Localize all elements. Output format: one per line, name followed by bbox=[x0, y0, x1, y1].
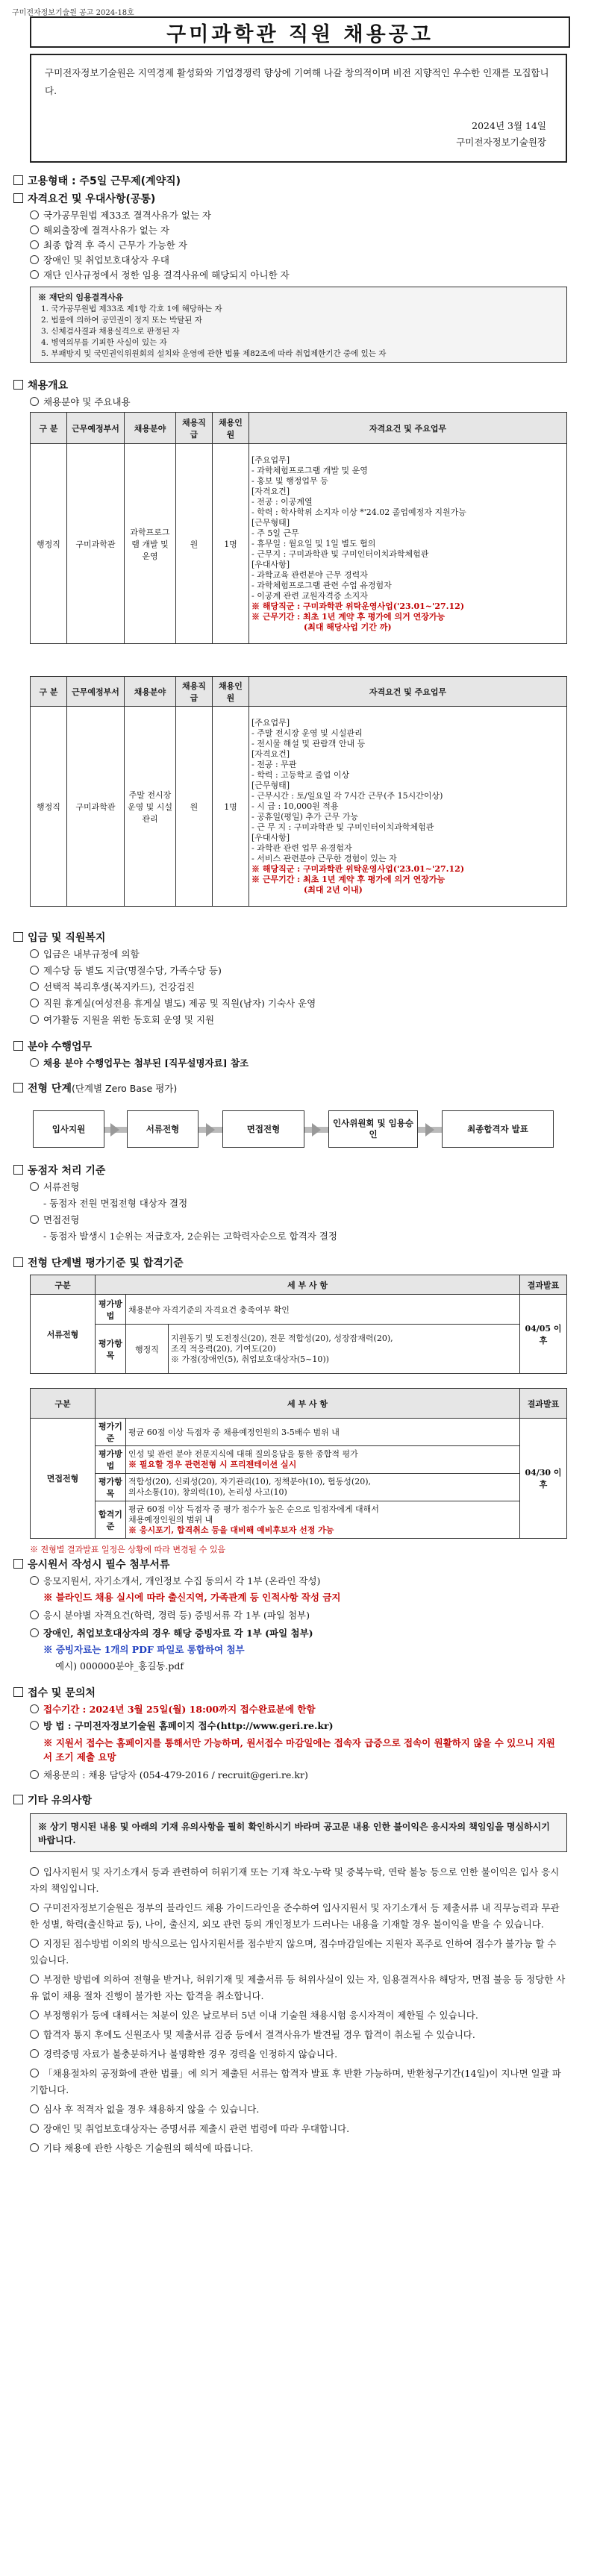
list-item: 여가활동 지원을 위한 동호회 운영 및 지원 bbox=[30, 1013, 214, 1027]
list-item: 장애인, 취업보호대상자의 경우 해당 증빙자료 각 1부 (파일 첨부) bbox=[30, 1627, 313, 1640]
circle-bullet-icon bbox=[30, 210, 39, 219]
list-item: 국가공무원법 제33조 결격사유가 없는 자 bbox=[30, 209, 211, 222]
box-list: 1. 국가공무원법 제33조 제1항 각호 1에 해당하는 자 2. 법률에 의하여 공민권이 정지 또는 박탈된 자 3. 신체검사결과 채용실격으로 판정된 자 4. 병역의무를 기피한 사실이 있는 자 5. 부패방지 및 국민권익위원회의 설치와 운영에 관한 법률 제82조에 따라 취업제한기간 중에 있는 자 bbox=[41, 304, 387, 358]
list-item: 응시 분야별 자격요건(학력, 경력 등) 증빙서류 각 1부 (파일 첨부) bbox=[30, 1609, 310, 1622]
section-title: 기타 유의사항 bbox=[28, 1795, 93, 1807]
application-warning: ※ 지원서 접수는 홈페이지를 통해서만 가능하며, 원서접수 마감일에는 접속자 급증으로 접속이 원활하지 않을 수 있으니 지원서 조기 제출 요망 bbox=[43, 1737, 555, 1763]
list-item: 직원 휴게실(여성전용 휴게실 별도) 제공 및 직원(남자) 기숙사 운영 bbox=[30, 997, 316, 1010]
list-item: 제수당 등 별도 지급(명절수당, 가족수당 등) bbox=[30, 964, 222, 978]
page-title: 구미과학관 직원 채용공고 bbox=[30, 16, 570, 48]
circle-bullet-icon bbox=[30, 1867, 39, 1876]
section-title: 고용형태 : 주5일 근무제(계약직) bbox=[28, 175, 181, 187]
section-title: 자격요건 및 우대사항(공통) bbox=[28, 193, 156, 205]
list-item: 구미전자정보기술원은 정부의 블라인드 채용 가이드라인을 준수하여 입사지원서 및 자기소개서 등 제출서류 내 직무능력과 무관한 성별, 학력(출신학교 등), 나이, 출신지, 외모 관련 등의 개인정보가 드러나는 내용을 기재할 경우 불이익을 받을 수 있습니다. bbox=[30, 1902, 560, 1930]
list-item: 「채용절차의 공정화에 관한 법률」에 의거 제출된 서류는 합격자 발표 후 반환 가능하며, 반환청구기간(14일)이 지나면 일괄 파기합니다. bbox=[30, 2068, 561, 2095]
step-interview: 면접전형 bbox=[222, 1110, 304, 1148]
section-employment-type bbox=[13, 173, 181, 188]
warning-box: ※ 상기 명시된 내용 및 아래의 기재 유의사항을 필히 확인하시기 바라며 공고문 내용 인한 불이익은 응시자의 책임임을 명심하시기 바랍니다. bbox=[30, 1813, 567, 1852]
section-welfare bbox=[13, 930, 105, 945]
circle-bullet-icon bbox=[30, 255, 39, 264]
circle-bullet-icon bbox=[30, 1182, 39, 1191]
circle-bullet-icon bbox=[30, 2124, 39, 2133]
checkbox-icon bbox=[13, 1083, 23, 1092]
notice-number: 구미전자정보기술원 공고 2024-18호 bbox=[12, 9, 134, 17]
intro-text: 구미전자정보기술원은 지역경제 활성화와 기업경쟁력 향상에 기여해 나갈 창의적이며 비전 지향적인 우수한 인재를 모집합니다. bbox=[45, 67, 549, 96]
box-title: ※ 재단의 임용결격사유 bbox=[38, 293, 124, 302]
circle-bullet-icon bbox=[30, 1721, 39, 1730]
section-qualifications bbox=[13, 191, 155, 206]
section-duties bbox=[13, 1039, 92, 1054]
step-apply: 입사지원 bbox=[33, 1110, 104, 1148]
application-period: 접수기간 : 2024년 3월 25일(월) 18:00까지 접수완료분에 한함 bbox=[30, 1703, 316, 1716]
step-committee: 인사위원회 및 임용승인 bbox=[328, 1110, 418, 1148]
circle-bullet-icon bbox=[30, 1058, 39, 1067]
job-table-1: 구 분 근무예정부서 채용분야 채용직급 채용인원 자격요건 및 주요업무 행정직 구미과학관 과학프로그램 개발 및 운영 원 1명 [주요업무] - 과학체험프로그램 개발 및 운영 - 홍보 및 행정업무 등 [자격요건] - 전공 : 이공계열 - 학력 : 학사학위 소지자 이상 *'24.02 졸업예정자 지원가능 [근무형태] - 주 5일 근무 - 휴무일 : 월요일 및 1일 별도 협의 - 근무지 : 구미과학관 및 구미인터이치과학체험관 [우대사항] - 과학교육 관련분야 근무 경력자 - 과학체험프로그램 관련 수업 유경험자 - 이공계 관련 교원자격증 소지자 ※ 해당직군 : 구미과학관 위탁운영사업('23.01~'27.12) ※ 근무기간 : 최초 1년 계약 후 평가에 의거 연장가능 (최대 해당사업 기간 까) bbox=[30, 412, 567, 644]
circle-bullet-icon bbox=[30, 2069, 39, 2078]
circle-bullet-icon bbox=[30, 2104, 39, 2113]
circle-bullet-icon bbox=[30, 240, 39, 249]
list-item: 심사 후 적격자 없을 경우 채용하지 않을 수 있습니다. bbox=[30, 2101, 567, 2118]
section-title: 분야 수행업무 bbox=[28, 1041, 93, 1053]
section-process: 전형 단계(단계별 Zero Base 평가) bbox=[13, 1081, 177, 1095]
section-title: 입금 및 직원복지 bbox=[28, 932, 106, 944]
list-item: - 동점자 발생시 1순위는 저급호자, 2순위는 고학력자순으로 합격자 결정 bbox=[43, 1231, 337, 1242]
criteria-footnote: ※ 전형별 결과발표 일정은 상황에 따라 변경될 수 있음 bbox=[30, 1545, 226, 1554]
circle-bullet-icon bbox=[30, 949, 39, 958]
circle-bullet-icon bbox=[30, 2049, 39, 2058]
checkbox-icon bbox=[13, 193, 23, 203]
arrow-right-icon bbox=[206, 1123, 215, 1137]
circle-bullet-icon bbox=[30, 966, 39, 975]
arrow-right-icon bbox=[425, 1123, 434, 1137]
application-method: 방 법 : 구미전자정보기술원 홈페이지 접수(http://www.geri.re.kr) bbox=[30, 1719, 334, 1733]
step-final: 최종합격자 발표 bbox=[442, 1110, 554, 1148]
circle-bullet-icon bbox=[30, 1628, 39, 1637]
circle-bullet-icon bbox=[30, 1704, 39, 1713]
circle-bullet-icon bbox=[30, 1975, 39, 1983]
list-note: ※ 블라인드 채용 실시에 따라 출신지역, 가족관계 등 인적사항 작성 금지 bbox=[43, 1592, 341, 1603]
section-tiebreak bbox=[13, 1163, 105, 1178]
circle-bullet-icon bbox=[30, 2010, 39, 2019]
table-row: 행정직 구미과학관 과학프로그램 개발 및 운영 원 1명 [주요업무] - 과학체험프로그램 개발 및 운영 - 홍보 및 행정업무 등 [자격요건] - 전공 : 이공계열 - 학력 : 학사학위 소지자 이상 *'24.02 졸업예정자 지원가능 [근무형태] - 주 5일 근무 - 휴무일 : 월요일 및 1일 별도 협의 - 근무지 : 구미과학관 및 구미인터이치과학체험관 [우대사항] - 과학교육 관련분야 근무 경력자 - 과학체험프로그램 관련 수업 유경험자 - 이공계 관련 교원자격증 소지자 ※ 해당직군 : 구미과학관 위탁운영사업('23.01~'27.12) ※ 근무기간 : 최초 1년 계약 후 평가에 의거 연장가능 (최대 해당사업 기간 까) bbox=[31, 444, 567, 644]
duties-cell: [주요업무] - 과학체험프로그램 개발 및 운영 - 홍보 및 행정업무 등 [자격요건] - 전공 : 이공계열 - 학력 : 학사학위 소지자 이상 *'24.02 졸업예정자 지원가능 [근무형태] - 주 5일 근무 - 휴무일 : 월요일 및 1일 별도 협의 - 근무지 : 구미과학관 및 구미인터이치과학체험관 [우대사항] - 과학교육 관련분야 근무 경력자 - 과학체험프로그램 관련 수업 유경험자 - 이공계 관련 교원자격증 소지자 ※ 해당직군 : 구미과학관 위탁운영사업('23.01~'27.12) ※ 근무기간 : 최초 1년 계약 후 평가에 의거 연장가능 (최대 해당사업 기간 까) bbox=[249, 444, 567, 644]
section-documents bbox=[13, 1557, 169, 1572]
checkbox-icon bbox=[13, 1559, 23, 1569]
section-application bbox=[13, 1685, 96, 1700]
list-item: 서류전형 bbox=[30, 1181, 79, 1194]
list-example: 예시) 000000분야_홍길동.pdf bbox=[55, 1660, 184, 1672]
circle-bullet-icon bbox=[30, 1939, 39, 1948]
intro-date-block bbox=[456, 118, 546, 151]
checkbox-icon bbox=[13, 1687, 23, 1697]
circle-bullet-icon bbox=[30, 982, 39, 991]
checkbox-icon bbox=[13, 1257, 23, 1267]
duties-cell: [주요업무] - 주말 전시장 운영 및 시설관리 - 전시물 해설 및 관람객 안내 등 [자격요건] - 전공 : 무관 - 학력 : 고등학교 졸업 이상 [근무형태] - 근무시간 : 토/일요일 각 7시간 근무(주 15시간이상) - 시 급 : 10,000원 적용 - 공휴일(평일) 추가 근무 가능 - 근 무 지 : 구미과학관 및 구미인터이치과학체험관 [우대사항] - 과학관 관련 업무 유경험자 - 서비스 관련분야 근무한 경험이 있는 자 ※ 해당직군 : 구미과학관 위탁운영사업('23.01~'27.12) ※ 근무기간 : 최초 1년 계약 후 평가에 의거 연장가능 (최대 2년 이내) bbox=[249, 707, 567, 907]
job-table-2: 구 분 근무예정부서 채용분야 채용직급 채용인원 자격요건 및 주요업무 행정직 구미과학관 주말 전시장 운영 및 시설관리 원 1명 [주요업무] - 주말 전시장 운영 및 시설관리 - 전시물 해설 및 관람객 안내 등 [자격요건] - 전공 : 무관 - 학력 : 고등학교 졸업 이상 [근무형태] - 근무시간 : 토/일요일 각 7시간 근무(주 15시간이상) - 시 급 : 10,000원 적용 - 공휴일(평일) 추가 근무 가능 - 근 무 지 : 구미과학관 및 구미인터이치과학체험관 [우대사항] - 과학관 관련 업무 유경험자 - 서비스 관련분야 근무한 경험이 있는 자 ※ 해당직군 : 구미과학관 위탁운영사업('23.01~'27.12) ※ 근무기간 : 최초 1년 계약 후 평가에 의거 연장가능 (최대 2년 이내) bbox=[30, 676, 567, 907]
checkbox-icon bbox=[13, 932, 23, 942]
circle-bullet-icon bbox=[30, 1610, 39, 1619]
list-item: 장애인 및 취업보호대상자는 증명서류 제출시 관련 법령에 따라 우대합니다. bbox=[30, 2121, 567, 2137]
circle-bullet-icon bbox=[30, 1576, 39, 1585]
section-overview bbox=[13, 378, 68, 393]
section-criteria bbox=[13, 1255, 184, 1270]
circle-bullet-icon bbox=[30, 1015, 39, 1024]
list-item: 재단 인사규정에서 정한 임용 결격사유에 해당되지 아니한 자 bbox=[30, 269, 290, 282]
list-item: 응모지원서, 자기소개서, 개인정보 수집 동의서 각 1부 (온라인 작성) bbox=[30, 1575, 320, 1588]
section-title: 전형 단계 bbox=[28, 1083, 72, 1095]
circle-bullet-icon bbox=[30, 1903, 39, 1912]
criteria-table-interview: 구분 세 부 사 항 결과발표 면접전형 평가기준 평균 60점 이상 득점자 중 채용예정인원의 3-5배수 범위 내 04/30 이후 평가방법 인성 및 관련 분야 전문지식에 대해 질의응답을 통한 종합적 평가 ※ 필요할 경우 관련전형 시 프리젠테이션 실시 평가항목 적합성(20), 신뢰성(20), 자기관리(10), 정책분야(10), 협동성(20), 의사소통(10), 창의력(10), 논리성 사고(10) 합격기준 평균 60점 이상 득점자 중 평가 점수가 높은 순으로 입점자에게 대해서 채용예정인원의 범위 내 ※ 응시포기, 합격취소 등을 대비해 예비후보자 선정 가능 bbox=[30, 1388, 567, 1539]
list-item: 부정한 방법에 의하여 전형을 받거나, 허위기재 및 제출서류 등 허위사실이 있는 자, 임용결격사유 해당자, 면접 불응 등 정당한 사유 없이 채용 절차 진행이 불가한 자는 합격을 취소합니다. bbox=[30, 1974, 566, 2001]
circle-bullet-icon bbox=[30, 2143, 39, 2152]
circle-bullet-icon bbox=[30, 270, 39, 279]
list-note: ※ 증빙자료는 1개의 PDF 파일로 통합하여 첨부 bbox=[43, 1644, 245, 1655]
section-title: 채용개요 bbox=[28, 380, 69, 392]
arrow-right-icon bbox=[110, 1123, 119, 1137]
contact-info: 채용문의 : 채용 담당자 (054-479-2016 / recruit@geri.re.kr) bbox=[30, 1769, 308, 1782]
list-item: 최종 합격 후 즉시 근무가 가능한 자 bbox=[30, 239, 187, 252]
intro-box bbox=[30, 54, 567, 163]
issuer: 구미전자정보기술원장 bbox=[456, 137, 546, 148]
section-title: 접수 및 문의처 bbox=[28, 1687, 96, 1699]
circle-bullet-icon bbox=[30, 397, 39, 406]
list-item: 지정된 접수방법 이외의 방식으로는 입사지원서를 접수받지 않으며, 접수마감일에는 지원자 폭주로 인하여 접수가 불가능 할 수 있습니다. bbox=[30, 1938, 557, 1966]
checkbox-icon bbox=[13, 175, 23, 185]
list-item: 입금은 내부규정에 의함 bbox=[30, 948, 140, 961]
section-title: 응시원서 작성시 필수 첨부서류 bbox=[28, 1559, 170, 1571]
list-item: - 동점자 전원 면접전형 대상자 결정 bbox=[43, 1198, 188, 1209]
list-item: 기타 채용에 관한 사항은 기술원의 해석에 따릅니다. bbox=[30, 2140, 567, 2157]
list-item: 해외출장에 결격사유가 없는 자 bbox=[30, 224, 169, 237]
disqualification-box bbox=[30, 287, 567, 363]
criteria-table-document: 구분 세 부 사 항 결과발표 서류전형 평가방법 채용분야 자격기준의 자격요건 충족여부 확인 04/05 이후 평가항목 행정직 지원동기 및 도전정신(20), 전문 적합성(20), 성장잠재력(20), 조직 적응력(20), 기여도(20) ※ 가점(장애인(5), 취업보호대상자(5~10)) bbox=[30, 1275, 567, 1374]
checkbox-icon bbox=[13, 1795, 23, 1804]
circle-bullet-icon bbox=[30, 2030, 39, 2039]
notice-date: 2024년 3월 14일 bbox=[472, 120, 546, 131]
list-item: 장애인 및 취업보호대상자 우대 bbox=[30, 254, 169, 267]
list-item: 경력증명 자료가 불충분하거나 불명확한 경우 경력을 인정하지 않습니다. bbox=[30, 2046, 567, 2063]
list-item: 부정행위가 등에 대해서는 처분이 있은 날로부터 5년 이내 기술원 채용시험 응시자격이 제한될 수 있습니다. bbox=[30, 2007, 567, 2024]
list-item: 면접전형 bbox=[30, 1213, 79, 1227]
table-row: 행정직 구미과학관 주말 전시장 운영 및 시설관리 원 1명 [주요업무] - 주말 전시장 운영 및 시설관리 - 전시물 해설 및 관람객 안내 등 [자격요건] - 전공 : 무관 - 학력 : 고등학교 졸업 이상 [근무형태] - 근무시간 : 토/일요일 각 7시간 근무(주 15시간이상) - 시 급 : 10,000원 적용 - 공휴일(평일) 추가 근무 가능 - 근 무 지 : 구미과학관 및 구미인터이치과학체험관 [우대사항] - 과학관 관련 업무 유경험자 - 서비스 관련분야 근무한 경험이 있는 자 ※ 해당직군 : 구미과학관 위탁운영사업('23.01~'27.12) ※ 근무기간 : 최초 1년 계약 후 평가에 의거 연장가능 (최대 2년 이내) bbox=[31, 707, 567, 907]
subsection-label: 채용분야 및 주요내용 bbox=[30, 396, 131, 409]
arrow-right-icon bbox=[312, 1123, 321, 1137]
duties-reference: 채용 분야 수행업무는 첨부된 [직무설명자료] 참조 bbox=[30, 1057, 249, 1070]
circle-bullet-icon bbox=[30, 1770, 39, 1779]
notes-list bbox=[30, 1864, 567, 2160]
section-notes bbox=[13, 1792, 92, 1807]
list-item: 입사지원서 및 자기소개서 등과 관련하여 허위기재 또는 기재 착오·누락 및 중복누락, 연락 불능 등으로 인한 불이익은 입사 응시자의 책임입니다. bbox=[30, 1866, 560, 1894]
section-title: 동점자 처리 기준 bbox=[28, 1165, 106, 1177]
circle-bullet-icon bbox=[30, 998, 39, 1007]
step-document: 서류전형 bbox=[127, 1110, 199, 1148]
list-item: 선택적 복리후생(복지카드), 건강검진 bbox=[30, 981, 195, 994]
checkbox-icon bbox=[13, 380, 23, 390]
circle-bullet-icon bbox=[30, 225, 39, 234]
checkbox-icon bbox=[13, 1041, 23, 1051]
checkbox-icon bbox=[13, 1165, 23, 1175]
circle-bullet-icon bbox=[30, 1215, 39, 1224]
list-item: 합격자 통지 후에도 신원조사 및 제출서류 검증 등에서 결격사유가 발견될 경우 합격이 취소될 수 있습니다. bbox=[30, 2027, 567, 2043]
section-title: 전형 단계별 평가기준 및 합격기준 bbox=[28, 1257, 184, 1269]
